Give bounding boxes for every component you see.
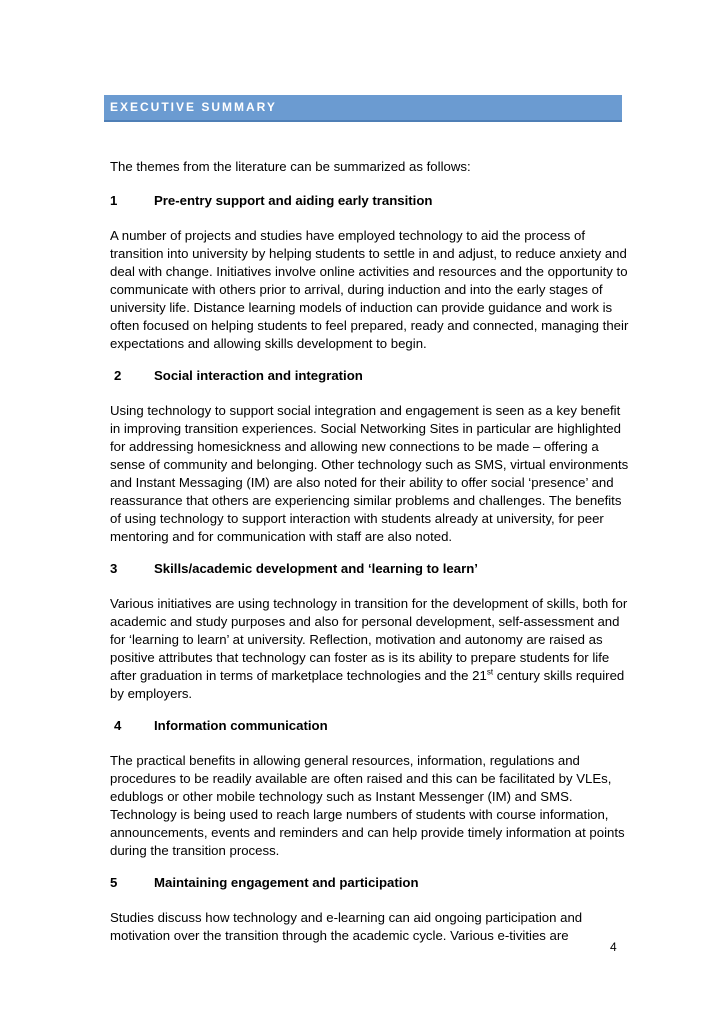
- section-number: 2: [114, 368, 122, 383]
- section-heading-5: [110, 874, 630, 892]
- section-banner: [104, 95, 622, 122]
- section-body-4: The practical benefits in allowing general resources, information, regulations and procedures to be readily available are often raised and this can be facilitated by VLEs, edublogs or other mobile technology such as Instant Messenger (IM) and SMS. Technology is being used to reach large numbers of students with course information, announcements, events and reminders and can help provide timely information at points during the transition process.: [110, 753, 625, 858]
- section-heading-1: [110, 192, 630, 210]
- section-body-2: Using technology to support social integration and engagement is seen as a key benefit in improving transition experiences. Social Networking Sites in particular are highlighted for addressing homesickness and allowing new connections to be made – offering a sense of community and belonging. Other technology such as SMS, virtual environments and Instant Messaging (IM) are also noted for their ability to offer social ‘presence’ and reassurance that others are experiencing similar problems and challenges. The benefits of using technology to support interaction with students already at university, for peer mentoring and for communication with staff are also noted.: [110, 403, 629, 544]
- document-body: [110, 158, 630, 959]
- section-number: 1: [110, 193, 118, 208]
- section-title: Social interaction and integration: [154, 368, 363, 383]
- section-number: 4: [114, 718, 122, 733]
- section-title: Information communication: [154, 718, 328, 733]
- section-heading-4: [110, 717, 630, 735]
- section-body-5: Studies discuss how technology and e-learning can aid ongoing participation and motivation over the transition through the academic cycle. Various e-tivities are: [110, 910, 583, 943]
- section-heading-3: [110, 560, 630, 578]
- banner-title: EXECUTIVE SUMMARY: [110, 100, 277, 114]
- superscript: st: [486, 667, 494, 677]
- section-number: 3: [110, 561, 118, 576]
- section-number: 5: [110, 875, 118, 890]
- intro-text: The themes from the literature can be summarized as follows:: [110, 159, 471, 174]
- section-body-text: Various initiatives are using technology in transition for the development of skills, both for academic and study purposes and also for personal development, self-assessment and for ‘learning to learn’ at university. Reflection, motivation and autonomy are raised as positive attributes that technology can foster as is its ability to prepare students for life after graduation in terms of marketplace technologies and the 21: [110, 596, 628, 683]
- section-body-1: A number of projects and studies have employed technology to aid the process of transition into university by helping students to settle in and adjust, to reduce anxiety and deal with change. Initiatives involve online activities and resources and the opportunity to communicate with others prior to arrival, during induction and into the early stages of university life. Distance learning models of induction can provide guidance and work is often focused on helping students to feel prepared, ready and connected, managing their expectations and allowing skills development to begin.: [110, 228, 629, 351]
- section-title: Pre-entry support and aiding early transition: [154, 193, 433, 208]
- section-body-text-end: century skills required by employers.: [110, 668, 625, 701]
- section-body-3: [110, 595, 630, 703]
- page-number: 4: [610, 940, 617, 954]
- section-heading-2: [110, 367, 630, 385]
- section-title: Maintaining engagement and participation: [154, 875, 419, 890]
- section-title: Skills/academic development and ‘learning to learn’: [154, 561, 478, 576]
